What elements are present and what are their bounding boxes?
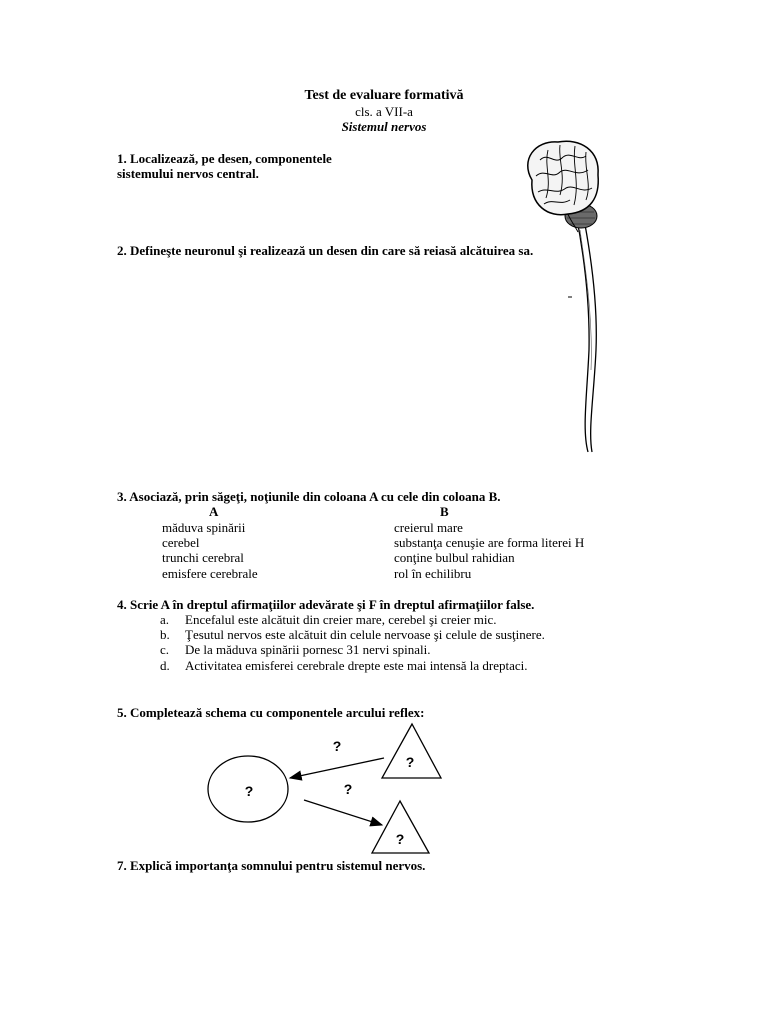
question-mark: ? [343, 781, 353, 797]
statement-text: Ţesutul nervos este alcătuit din celule nervoase şi celule de susţinere. [185, 627, 545, 642]
question-mark: ? [405, 754, 415, 770]
column-b-header: B [440, 504, 449, 519]
question-1-line-1: 1. Localizează, pe desen, componentele [117, 151, 332, 166]
statement-letter: d. [160, 658, 170, 673]
column-b-item: creierul mare [394, 520, 463, 535]
test-title: Test de evaluare formativă [304, 88, 464, 103]
class-label: cls. a VII-a [355, 104, 413, 119]
column-a-item: trunchi cerebral [162, 550, 244, 565]
question-mark: ? [332, 738, 342, 754]
statement-letter: c. [160, 642, 170, 657]
statement-text: Activitatea emisferei cerebrale drepte este mai intensă la dreptaci. [185, 658, 528, 673]
question-7: 7. Explică importanţa somnului pentru sistemul nervos. [117, 858, 426, 873]
column-a-header: A [209, 504, 219, 519]
column-b-item: rol în echilibru [394, 566, 472, 581]
statement-letter: b. [160, 627, 170, 642]
afferent-arrow [290, 758, 384, 778]
column-b-item: conţine bulbul rahidian [394, 550, 515, 565]
question-5: 5. Completează schema cu componentele arcului reflex: [117, 705, 425, 720]
column-a-item: cerebel [162, 535, 200, 550]
question-mark: ? [395, 831, 405, 847]
efferent-arrow [304, 800, 382, 825]
question-3: 3. Asociază, prin săgeţi, noţiunile din coloana A cu cele din coloana B. [117, 489, 501, 504]
question-4: 4. Scrie A în dreptul afirmaţiilor adevărate şi F în dreptul afirmaţiilor false. [117, 597, 535, 612]
column-a-item: măduva spinării [162, 520, 246, 535]
question-2: 2. Defineşte neuronul şi realizează un desen din care să reiasă alcătuirea sa. [117, 243, 534, 258]
statement-text: Encefalul este alcătuit din creier mare, cerebel şi creier mic. [185, 612, 497, 627]
subject-label: Sistemul nervos [341, 119, 427, 134]
column-a-item: emisfere cerebrale [162, 566, 258, 581]
question-mark: ? [244, 783, 254, 799]
question-1-line-2: sistemului nervos central. [117, 166, 259, 181]
statement-text: De la măduva spinării pornesc 31 nervi spinali. [185, 642, 431, 657]
statement-letter: a. [160, 612, 170, 627]
column-b-item: substanţa cenuşie are forma literei H [394, 535, 585, 550]
